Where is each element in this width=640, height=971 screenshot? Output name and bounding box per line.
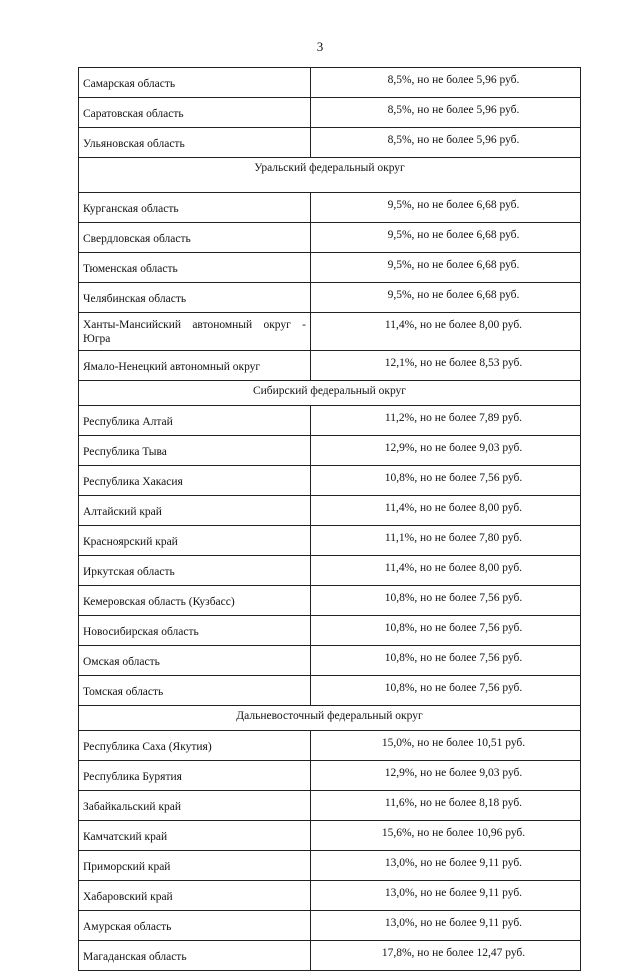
region-cell: Амурская область [79, 911, 311, 941]
rate-cell: 10,8%, но не более 7,56 руб. [311, 586, 581, 616]
region-cell: Республика Саха (Якутия) [79, 731, 311, 761]
table-row [79, 253, 581, 283]
region-cell: Ханты-Мансийский автономный округ - Югра [79, 313, 311, 351]
region-cell: Челябинская область [79, 283, 311, 313]
region-cell: Республика Хакасия [79, 466, 311, 496]
district-title: Дальневосточный федеральный округ [79, 706, 581, 731]
table-row [79, 616, 581, 646]
region-cell: Камчатский край [79, 821, 311, 851]
region-cell: Хабаровский край [79, 881, 311, 911]
rate-cell: 9,5%, но не более 6,68 руб. [311, 283, 581, 313]
region-cell: Тюменская область [79, 253, 311, 283]
region-cell: Алтайский край [79, 496, 311, 526]
district-header-row [79, 706, 581, 731]
table-row [79, 941, 581, 971]
region-cell: Приморский край [79, 851, 311, 881]
table-row [79, 911, 581, 941]
rate-cell: 11,4%, но не более 8,00 руб. [311, 313, 581, 351]
rate-cell: 8,5%, но не более 5,96 руб. [311, 128, 581, 158]
region-cell: Кемеровская область (Кузбасс) [79, 586, 311, 616]
rates-table [78, 67, 581, 971]
table-row [79, 586, 581, 616]
table-row [79, 68, 581, 98]
district-title: Сибирский федеральный округ [79, 381, 581, 406]
table-row [79, 526, 581, 556]
rate-cell: 8,5%, но не более 5,96 руб. [311, 98, 581, 128]
table-row [79, 881, 581, 911]
rate-cell: 12,9%, но не более 9,03 руб. [311, 761, 581, 791]
rate-cell: 13,0%, но не более 9,11 руб. [311, 911, 581, 941]
rate-cell: 11,2%, но не более 7,89 руб. [311, 406, 581, 436]
table-row [79, 406, 581, 436]
table-row [79, 496, 581, 526]
rate-cell: 9,5%, но не более 6,68 руб. [311, 253, 581, 283]
table-row [79, 851, 581, 881]
table-row [79, 556, 581, 586]
table-row [79, 128, 581, 158]
table-row [79, 193, 581, 223]
region-cell: Свердловская область [79, 223, 311, 253]
district-header-row [79, 381, 581, 406]
table-row [79, 676, 581, 706]
rate-cell: 11,4%, но не более 8,00 руб. [311, 496, 581, 526]
rates-table-body [79, 68, 581, 971]
region-cell: Республика Тыва [79, 436, 311, 466]
rate-cell: 10,8%, но не более 7,56 руб. [311, 646, 581, 676]
region-cell: Новосибирская область [79, 616, 311, 646]
rate-cell: 8,5%, но не более 5,96 руб. [311, 68, 581, 98]
rate-cell: 15,0%, но не более 10,51 руб. [311, 731, 581, 761]
region-cell: Саратовская область [79, 98, 311, 128]
region-cell: Ульяновская область [79, 128, 311, 158]
rate-cell: 15,6%, но не более 10,96 руб. [311, 821, 581, 851]
rate-cell: 11,1%, но не более 7,80 руб. [311, 526, 581, 556]
table-row [79, 351, 581, 381]
region-cell: Магаданская область [79, 941, 311, 971]
region-cell: Самарская область [79, 68, 311, 98]
district-header-row [79, 158, 581, 193]
rate-cell: 10,8%, но не более 7,56 руб. [311, 466, 581, 496]
table-row [79, 313, 581, 351]
table-row [79, 466, 581, 496]
region-cell: Красноярский край [79, 526, 311, 556]
rate-cell: 13,0%, но не более 9,11 руб. [311, 851, 581, 881]
region-cell: Курганская область [79, 193, 311, 223]
rate-cell: 13,0%, но не более 9,11 руб. [311, 881, 581, 911]
region-cell: Республика Алтай [79, 406, 311, 436]
rate-cell: 10,8%, но не более 7,56 руб. [311, 616, 581, 646]
region-cell: Томская область [79, 676, 311, 706]
table-row [79, 821, 581, 851]
table-row [79, 283, 581, 313]
rate-cell: 11,4%, но не более 8,00 руб. [311, 556, 581, 586]
table-row [79, 731, 581, 761]
district-title: Уральский федеральный округ [79, 158, 581, 193]
region-cell: Забайкальский край [79, 791, 311, 821]
rate-cell: 17,8%, но не более 12,47 руб. [311, 941, 581, 971]
rate-cell: 12,9%, но не более 9,03 руб. [311, 436, 581, 466]
page-number: 3 [316, 39, 324, 54]
rate-cell: 9,5%, но не более 6,68 руб. [311, 193, 581, 223]
region-cell: Республика Бурятия [79, 761, 311, 791]
region-cell: Иркутская область [79, 556, 311, 586]
rate-cell: 12,1%, но не более 8,53 руб. [311, 351, 581, 381]
rate-cell: 10,8%, но не более 7,56 руб. [311, 676, 581, 706]
table-row [79, 436, 581, 466]
region-cell: Ямало-Ненецкий автономный округ [79, 351, 311, 381]
table-row [79, 98, 581, 128]
rate-cell: 11,6%, но не более 8,18 руб. [311, 791, 581, 821]
region-cell: Омская область [79, 646, 311, 676]
table-row [79, 791, 581, 821]
table-row [79, 761, 581, 791]
rate-cell: 9,5%, но не более 6,68 руб. [311, 223, 581, 253]
table-row [79, 646, 581, 676]
table-row [79, 223, 581, 253]
